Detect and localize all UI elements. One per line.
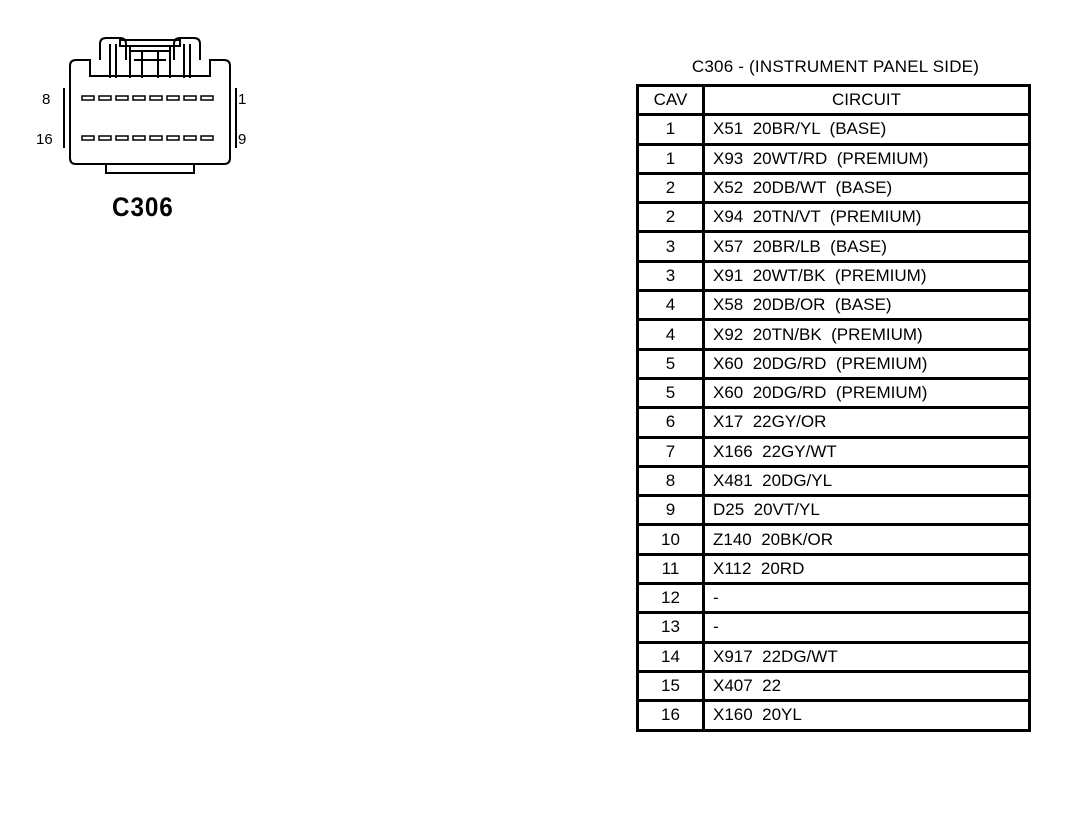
table-row (638, 203, 1030, 232)
table-body (638, 115, 1030, 730)
cell-cav: 10 (638, 525, 704, 554)
cell-circuit: X94 20TN/VT (PREMIUM) (704, 203, 1030, 232)
table-row (638, 173, 1030, 202)
connector-pin (82, 136, 94, 140)
cell-cav: 2 (638, 173, 704, 202)
cell-cav: 6 (638, 408, 704, 437)
cell-cav: 3 (638, 261, 704, 290)
connector-pin (116, 96, 128, 100)
cell-circuit: X93 20WT/RD (PREMIUM) (704, 144, 1030, 173)
pin-label-top-right: 1 (238, 91, 247, 108)
cell-circuit: X407 22 (704, 671, 1030, 700)
cell-circuit: X60 20DG/RD (PREMIUM) (704, 349, 1030, 378)
cell-circuit: X17 22GY/OR (704, 408, 1030, 437)
table-row (638, 349, 1030, 378)
table-row (638, 261, 1030, 290)
table-row (638, 584, 1030, 613)
table-title: C306 - (INSTRUMENT PANEL SIDE) (691, 57, 980, 76)
table-row (638, 115, 1030, 144)
table-row (638, 525, 1030, 554)
connector-pin (133, 96, 145, 100)
cell-cav: 12 (638, 584, 704, 613)
connector-pin (184, 96, 196, 100)
connector-pin (99, 96, 111, 100)
pin-label-bottom-left: 16 (36, 131, 53, 148)
table-row (638, 320, 1030, 349)
cell-cav: 1 (638, 144, 704, 173)
table-row (638, 642, 1030, 671)
pin-label-bottom-right: 9 (238, 131, 247, 148)
cell-cav: 7 (638, 437, 704, 466)
table-row (638, 232, 1030, 261)
table-header-row (638, 86, 1030, 115)
cell-circuit: X57 20BR/LB (BASE) (704, 232, 1030, 261)
cell-circuit: X917 22DG/WT (704, 642, 1030, 671)
cell-cav: 15 (638, 671, 704, 700)
cell-cav: 4 (638, 291, 704, 320)
cell-circuit: X481 20DG/YL (704, 466, 1030, 495)
cell-circuit: - (704, 584, 1030, 613)
cell-circuit: X160 20YL (704, 701, 1030, 730)
connector-pin (201, 96, 213, 100)
cell-cav: 9 (638, 496, 704, 525)
connector-pin (116, 136, 128, 140)
table-row (638, 496, 1030, 525)
cell-cav: 11 (638, 554, 704, 583)
connector-latch (100, 38, 200, 78)
table-row (638, 437, 1030, 466)
cell-circuit: X52 20DB/WT (BASE) (704, 173, 1030, 202)
table-row (638, 408, 1030, 437)
cell-cav: 4 (638, 320, 704, 349)
header-circuit: CIRCUIT (832, 90, 901, 110)
table-row (638, 466, 1030, 495)
cell-circuit: X166 22GY/WT (704, 437, 1030, 466)
table-row (638, 554, 1030, 583)
connector-pins (82, 96, 213, 140)
cell-circuit: X58 20DB/OR (BASE) (704, 291, 1030, 320)
connector-pin (133, 136, 145, 140)
connector-pin (167, 96, 179, 100)
table-row (638, 613, 1030, 642)
cell-circuit: - (704, 613, 1030, 642)
cell-cav: 5 (638, 378, 704, 407)
connector-pin (184, 136, 196, 140)
cell-cav: 8 (638, 466, 704, 495)
connector-pin (150, 96, 162, 100)
connector-pin (82, 96, 94, 100)
cell-cav: 14 (638, 642, 704, 671)
cell-circuit: Z140 20BK/OR (704, 525, 1030, 554)
cell-cav: 1 (638, 115, 704, 144)
connector-pin (150, 136, 162, 140)
cell-circuit: X51 20BR/YL (BASE) (704, 115, 1030, 144)
cell-circuit: X91 20WT/BK (PREMIUM) (704, 261, 1030, 290)
cell-circuit: X112 20RD (704, 554, 1030, 583)
connector-name: C306 (112, 192, 174, 222)
connector-body (64, 60, 236, 173)
cell-cav: 5 (638, 349, 704, 378)
table-row (638, 701, 1030, 730)
table-row (638, 671, 1030, 700)
cell-cav: 2 (638, 203, 704, 232)
connector-pin (167, 136, 179, 140)
connector-pin (99, 136, 111, 140)
connector-pin (201, 136, 213, 140)
cell-cav: 16 (638, 701, 704, 730)
cell-cav: 3 (638, 232, 704, 261)
table-row (638, 378, 1030, 407)
header-cav: CAV (638, 86, 704, 115)
cell-circuit: X92 20TN/BK (PREMIUM) (704, 320, 1030, 349)
table-row (638, 144, 1030, 173)
pin-label-top-left: 8 (42, 91, 51, 108)
cell-circuit: X60 20DG/RD (PREMIUM) (704, 378, 1030, 407)
cell-circuit: D25 20VT/YL (704, 496, 1030, 525)
table-row (638, 291, 1030, 320)
cell-cav: 13 (638, 613, 704, 642)
circuit-table (636, 84, 1031, 732)
